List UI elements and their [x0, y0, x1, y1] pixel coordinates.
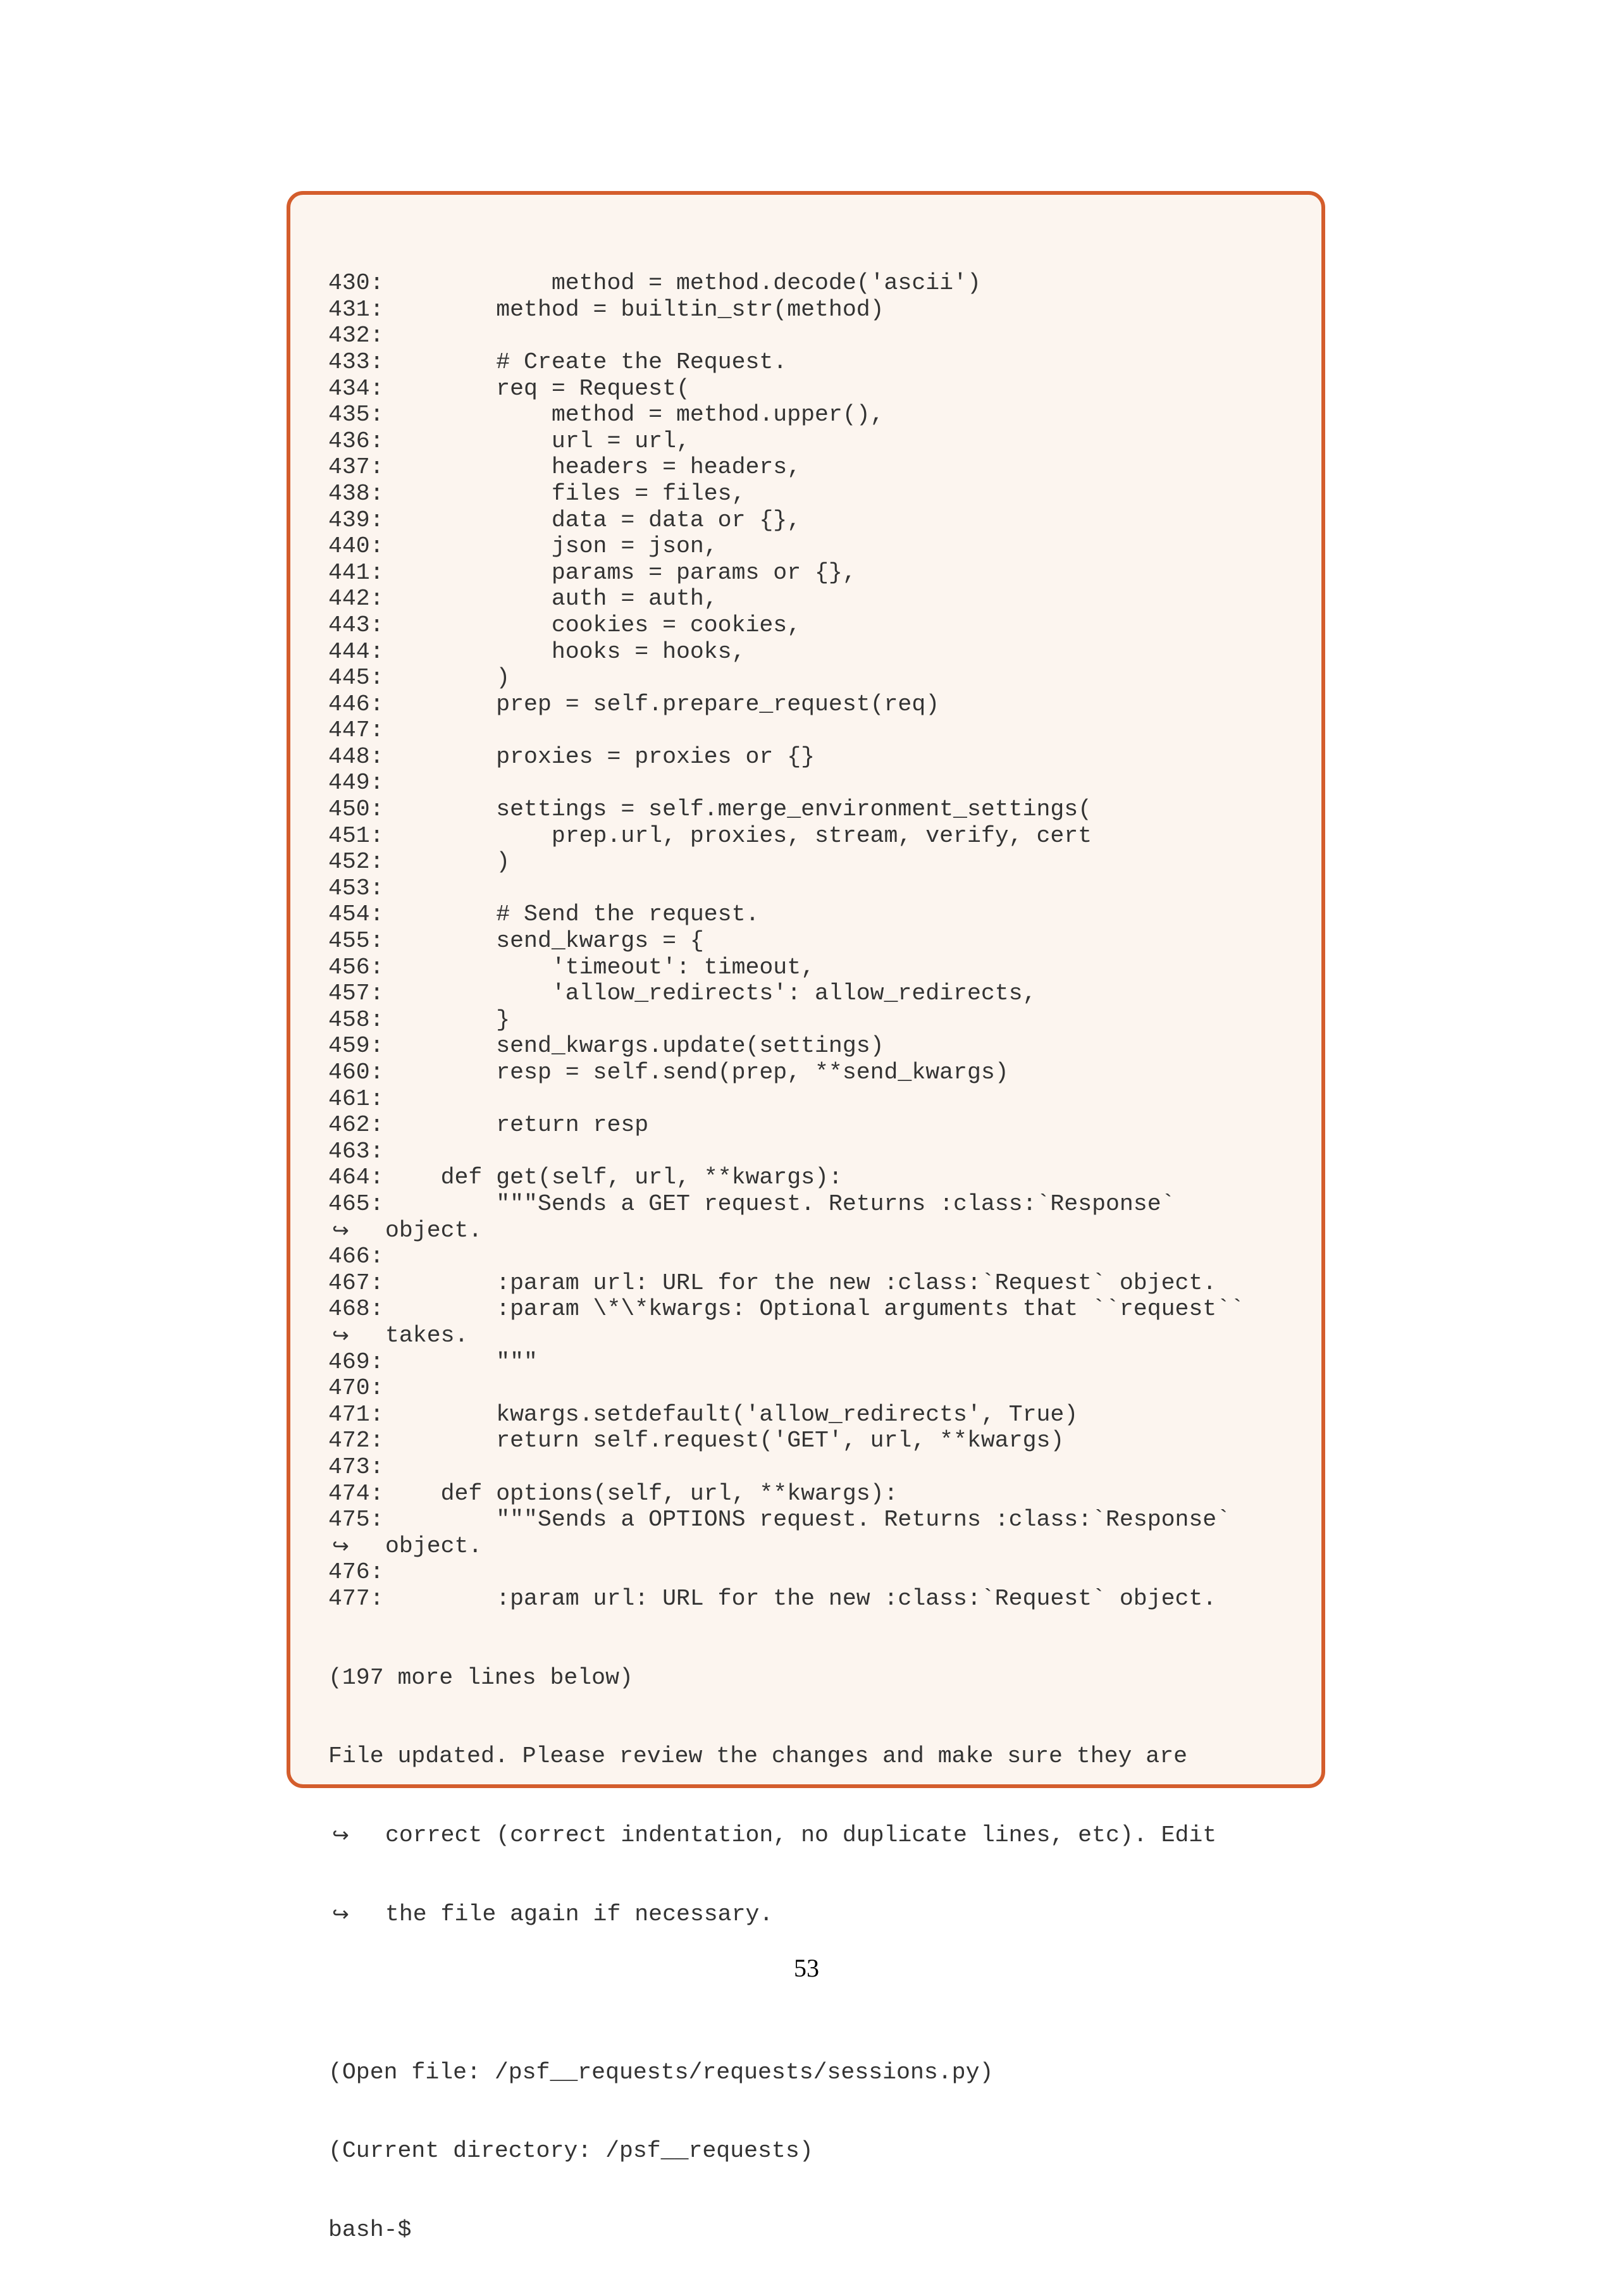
line-number: 461:: [328, 1085, 384, 1112]
update-message: File updated. Please review the changes and make sure they are: [328, 1743, 1188, 1770]
return-arrow-icon: ↪: [332, 1823, 349, 1848]
line-code-continued: takes.: [385, 1322, 469, 1349]
line-code: settings = self.merge_environment_settings(: [385, 796, 1092, 823]
line-number: 431:: [328, 296, 384, 323]
code-line: [328, 1270, 1296, 1297]
line-number: 460:: [328, 1059, 384, 1085]
code-line: [328, 823, 1296, 849]
code-line: [328, 533, 1296, 560]
line-number: 473:: [328, 1454, 384, 1480]
line-number: 455:: [328, 928, 384, 954]
terminal-content: [328, 218, 1296, 2296]
line-code: return self.request('GET', url, **kwargs): [385, 1428, 1065, 1454]
line-code: 'allow_redirects': allow_redirects,: [385, 980, 1037, 1007]
line-number: 433:: [328, 349, 384, 375]
code-line: [328, 1086, 1296, 1113]
line-code: [385, 717, 1296, 744]
code-line: [328, 744, 1296, 770]
line-number: 458:: [328, 1006, 384, 1033]
code-line: [328, 1402, 1296, 1428]
line-code: method = method.decode('ascii'): [385, 270, 981, 297]
line-number: 446:: [328, 691, 384, 717]
code-line: [328, 454, 1296, 481]
line-code: json = json,: [385, 533, 718, 560]
code-line: [328, 612, 1296, 639]
line-number: 443:: [328, 612, 384, 638]
code-line: [328, 1428, 1296, 1454]
line-number: 437:: [328, 454, 384, 481]
code-line: [328, 1112, 1296, 1139]
line-code-continued: object.: [385, 1217, 483, 1244]
line-code: :param \*\*kwargs: Optional arguments that ``request``: [385, 1296, 1245, 1323]
line-number: 434:: [328, 375, 384, 402]
code-line: [328, 1586, 1296, 1612]
wrapped-line: [328, 1323, 1296, 1349]
line-code: params = params or {},: [385, 559, 856, 586]
line-number: 477:: [328, 1585, 384, 1612]
line-number: 467:: [328, 1269, 384, 1296]
line-number: 474:: [328, 1480, 384, 1507]
line-code: """Sends a OPTIONS request. Returns :class:`Response`: [385, 1507, 1231, 1533]
code-line: [328, 1507, 1296, 1533]
line-code: method = method.upper(),: [385, 402, 884, 428]
code-line: [328, 560, 1296, 586]
wrapped-line: [328, 1218, 1296, 1244]
code-line: [328, 1559, 1296, 1586]
line-code: """: [385, 1349, 538, 1375]
code-line: [328, 402, 1296, 428]
line-number: 452:: [328, 849, 384, 875]
line-code: req = Request(: [385, 375, 690, 402]
line-number: 451:: [328, 822, 384, 849]
line-code: [385, 1139, 1296, 1165]
line-number: 465:: [328, 1190, 384, 1217]
line-code: [385, 770, 1296, 796]
code-line: [328, 1191, 1296, 1218]
code-line: [328, 1244, 1296, 1270]
code-line: [328, 1033, 1296, 1059]
code-line: [328, 481, 1296, 507]
shell-prompt[interactable]: bash-$: [328, 2217, 412, 2244]
update-message-continued: correct (correct indentation, no duplicate lines, etc). Edit: [385, 1822, 1217, 1849]
code-line: [328, 428, 1296, 455]
code-line: [328, 849, 1296, 875]
line-number: 450:: [328, 796, 384, 823]
code-line: [328, 1296, 1296, 1323]
line-number: 442:: [328, 586, 384, 612]
code-line: [328, 1059, 1296, 1086]
line-code: """Sends a GET request. Returns :class:`Response`: [385, 1190, 1175, 1217]
line-number: 471:: [328, 1401, 384, 1428]
line-number: 439:: [328, 507, 384, 533]
code-line: [328, 770, 1296, 796]
code-line: [328, 954, 1296, 981]
code-line: [328, 717, 1296, 744]
line-number: 454:: [328, 901, 384, 928]
line-number: 432:: [328, 323, 384, 349]
line-code: headers = headers,: [385, 454, 801, 481]
code-line: [328, 1139, 1296, 1165]
line-code: files = files,: [385, 480, 746, 507]
code-line: [328, 665, 1296, 691]
code-line: [328, 323, 1296, 349]
line-number: 430:: [328, 270, 384, 297]
line-code: send_kwargs = {: [385, 928, 704, 954]
current-directory-status: (Current directory: /psf__requests): [328, 2138, 813, 2164]
line-code: [385, 1454, 1296, 1481]
blank-line: [328, 1980, 1296, 2007]
line-code: [385, 875, 1296, 902]
code-line: [328, 691, 1296, 718]
line-code: # Send the request.: [385, 901, 760, 928]
wrapped-line: [328, 1822, 1296, 1849]
line-number: 464:: [328, 1164, 384, 1191]
code-line: [328, 1349, 1296, 1376]
terminal-output-box: [287, 191, 1325, 2244]
line-code: return resp: [385, 1112, 649, 1139]
code-line: [328, 1454, 1296, 1481]
line-code: 'timeout': timeout,: [385, 954, 815, 980]
more-lines-indicator: (197 more lines below): [328, 1664, 633, 1691]
line-code: resp = self.send(prep, **send_kwargs): [385, 1059, 1009, 1085]
code-line: [328, 297, 1296, 323]
line-code: send_kwargs.update(settings): [385, 1033, 884, 1059]
line-number: 456:: [328, 954, 384, 980]
code-line: [328, 349, 1296, 376]
line-code: hooks = hooks,: [385, 638, 746, 665]
code-line: [328, 1164, 1296, 1191]
code-line: [328, 875, 1296, 902]
line-code: kwargs.setdefault('allow_redirects', True): [385, 1401, 1078, 1428]
line-number: 475:: [328, 1507, 384, 1533]
code-line: [328, 639, 1296, 665]
line-number: 440:: [328, 533, 384, 560]
line-number: 470:: [328, 1375, 384, 1402]
line-number: 438:: [328, 480, 384, 507]
return-arrow-icon: ↪: [332, 1323, 349, 1347]
page-number: 53: [794, 1954, 819, 1982]
line-code: [385, 1086, 1296, 1113]
line-number: 441:: [328, 559, 384, 586]
line-number: 472:: [328, 1428, 384, 1454]
line-number: 444:: [328, 638, 384, 665]
line-code: ): [385, 665, 510, 691]
wrapped-line: [328, 1901, 1296, 1928]
code-line: [328, 980, 1296, 1007]
line-code: # Create the Request.: [385, 349, 788, 375]
line-code: [385, 1559, 1296, 1586]
line-code: def get(self, url, **kwargs):: [385, 1164, 843, 1191]
code-line: [328, 586, 1296, 612]
line-code: prep = self.prepare_request(req): [385, 691, 940, 717]
code-line: [328, 507, 1296, 534]
line-code: url = url,: [385, 428, 690, 454]
line-code: :param url: URL for the new :class:`Request` object.: [385, 1269, 1217, 1296]
code-line: [328, 1007, 1296, 1034]
line-code: method = builtin_str(method): [385, 296, 884, 323]
line-number: 459:: [328, 1033, 384, 1059]
line-number: 436:: [328, 428, 384, 454]
return-arrow-icon: ↪: [332, 1902, 349, 1926]
line-code: }: [385, 1006, 510, 1033]
open-file-status: (Open file: /psf__requests/requests/sessions.py): [328, 2059, 994, 2085]
line-number: 466:: [328, 1244, 384, 1270]
return-arrow-icon: ↪: [332, 1533, 349, 1558]
code-line: [328, 376, 1296, 402]
line-number: 469:: [328, 1349, 384, 1375]
line-number: 447:: [328, 717, 384, 744]
line-number: 435:: [328, 402, 384, 428]
code-line: [328, 796, 1296, 823]
line-code-continued: object.: [385, 1533, 483, 1559]
line-code: [385, 1375, 1296, 1402]
code-line: [328, 1481, 1296, 1507]
update-message-continued: the file again if necessary.: [385, 1901, 774, 1927]
wrapped-line: [328, 1533, 1296, 1560]
line-number: 463:: [328, 1138, 384, 1164]
line-code: [385, 1244, 1296, 1270]
code-line: [328, 928, 1296, 954]
line-number: 468:: [328, 1296, 384, 1323]
line-number: 457:: [328, 980, 384, 1007]
line-number: 453:: [328, 875, 384, 901]
line-code: proxies = proxies or {}: [385, 743, 815, 770]
line-number: 476:: [328, 1559, 384, 1586]
code-line: [328, 1375, 1296, 1402]
code-line: [328, 901, 1296, 928]
return-arrow-icon: ↪: [332, 1218, 349, 1242]
line-code: def options(self, url, **kwargs):: [385, 1480, 898, 1507]
line-number: 449:: [328, 770, 384, 796]
line-number: 448:: [328, 743, 384, 770]
line-code: :param url: URL for the new :class:`Request` object.: [385, 1585, 1217, 1612]
line-number: 445:: [328, 665, 384, 691]
code-listing: [328, 270, 1296, 1612]
line-code: ): [385, 849, 510, 875]
line-code: data = data or {},: [385, 507, 801, 533]
line-code: [385, 323, 1296, 349]
line-number: 462:: [328, 1112, 384, 1139]
line-code: cookies = cookies,: [385, 612, 801, 638]
line-code: auth = auth,: [385, 586, 718, 612]
line-code: prep.url, proxies, stream, verify, cert: [385, 822, 1092, 849]
code-line: [328, 270, 1296, 297]
